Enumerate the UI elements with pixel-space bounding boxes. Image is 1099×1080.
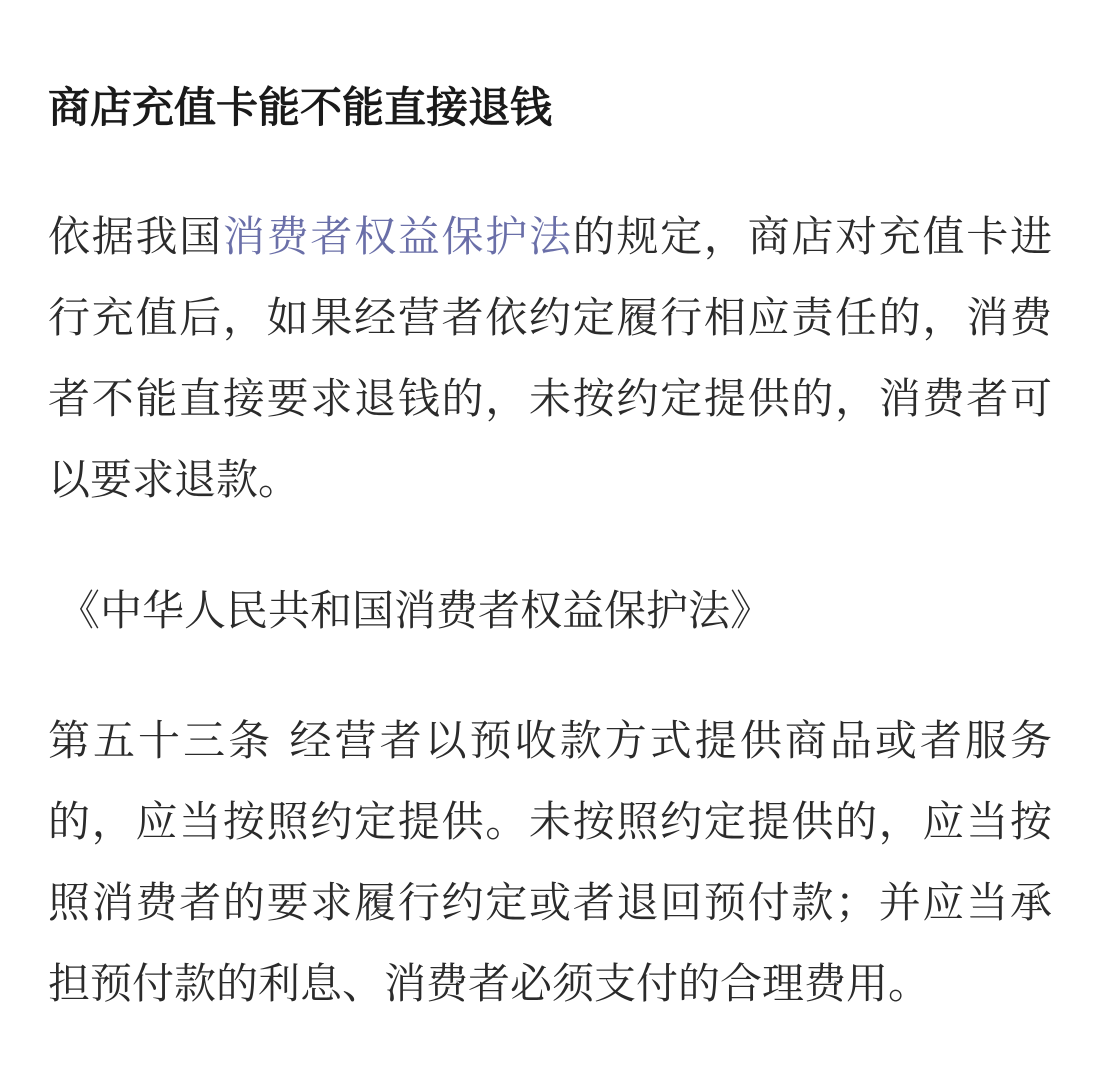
law-article-paragraph: 第五十三条 经营者以预收款方式提供商品或者服务的，应当按照约定提供。未按照约定提供的，应当按照消费者的要求履行约定或者退回预付款；并应当承担预付款的利息、消费者必须支付的合理费用。	[48, 716, 1052, 1008]
law-title: 《中华人民共和国消费者权益保护法》	[58, 586, 773, 635]
answer-paragraph	[48, 196, 1052, 520]
article-title: 商店充值卡能不能直接退钱	[48, 83, 553, 132]
answer-text-after-link: 的规定，商店对充值卡进行充值后，如果经营者依约定履行相应责任的，消费者不能直接要求退钱的，未按约定提供的，消费者可以要求退款。	[48, 212, 1052, 504]
answer-text-before-link: 依据我国	[48, 212, 223, 261]
consumer-law-link[interactable]: 消费者权益保护法	[222, 212, 573, 261]
